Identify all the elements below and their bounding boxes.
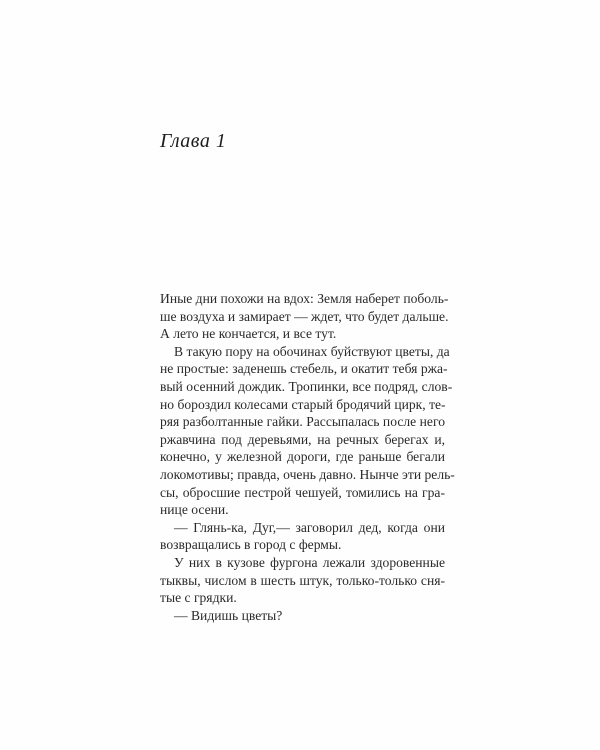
- text-line: не простые: заденешь стебель, и окатит тебя ржа-: [160, 361, 448, 377]
- text-line: нице осени.: [160, 502, 229, 518]
- text-line: ше воздуха и замирает — ждет, что будет дальше.: [160, 308, 449, 324]
- text-line: возвращались в город с фермы.: [160, 537, 342, 553]
- text-line: вый осенний дождик. Тропинки, все подряд, слов-: [160, 378, 453, 394]
- text-line: А лето не кончается, и все тут.: [160, 326, 337, 342]
- text-line: ряя разболтанные гайки. Рассыпалась после него: [160, 414, 445, 430]
- text-line: тыквы, числом в шесть штук, только-только сня-: [160, 572, 445, 588]
- text-line: У них в кузове фургона лежали здоровенные: [174, 554, 445, 570]
- text-line: — Видишь цветы?: [174, 607, 283, 623]
- text-line: сы, обросшие пестрой чешуей, томились на гра-: [160, 484, 445, 500]
- text-line: но бороздил колесами старый бродячий цирк, те-: [160, 396, 446, 412]
- text-line: ржавчина под деревьями, на речных берегах и,: [160, 431, 445, 447]
- text-line: конечно, у железной дороги, где раньше бегали: [160, 449, 445, 465]
- text-line: тые с грядки.: [160, 590, 237, 606]
- text-line: локомотивы; правда, очень давно. Нынче эти рель-: [160, 466, 455, 482]
- text-line: Иные дни похожи на вдох: Земля наберет поболь-: [160, 291, 449, 306]
- text-line: В такую пору на обочинах буйствуют цветы, да: [174, 343, 450, 359]
- chapter-title: Глава 1: [160, 130, 227, 152]
- chapter-text: [160, 290, 455, 624]
- text-line: — Глянь-ка, Дуг,— заговорил дед, когда они: [174, 519, 445, 535]
